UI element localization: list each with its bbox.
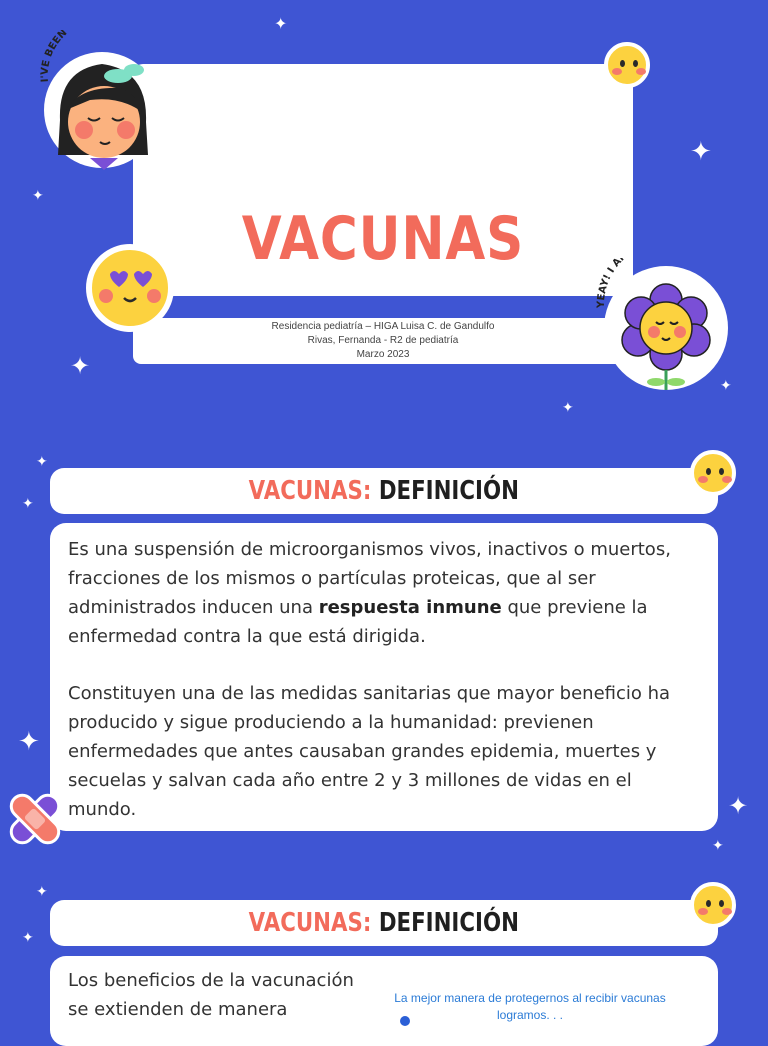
image-caption: La mejor manera de protegernos al recibir vacunas logramos. . . (394, 991, 666, 1022)
page-title: VACUNAS (241, 204, 525, 274)
flower-sticker-text: YEAY! I A (596, 258, 624, 309)
girl-sticker-icon (30, 30, 170, 180)
sparkle-icon: ✦ (70, 353, 91, 380)
sparkle-icon: ✦ (36, 453, 48, 469)
illustration-dot (400, 1016, 410, 1026)
girl-sticker-text: I'VE BEEN (39, 30, 70, 83)
definition-text-card (50, 523, 718, 831)
sparkle-icon: ✦ (720, 377, 732, 393)
benefits-text-card (50, 956, 718, 1046)
vaccinated-flower-sticker (596, 258, 736, 398)
heading-rest: DEFINICIÓN (379, 476, 520, 506)
info-line-1: Residencia pediatría – HIGA Luisa C. de Gandulfo (271, 321, 495, 332)
sparkle-icon: ✦ (712, 837, 724, 853)
info-line-3: Marzo 2023 (356, 349, 410, 360)
heading-accent: VACUNAS: (248, 476, 372, 506)
sparkle-icon: ✦ (562, 399, 574, 415)
sparkle-icon: ✦ (18, 726, 40, 756)
bold-text: respuesta inmune (318, 597, 502, 618)
sparkle-icon: ✦ (690, 136, 712, 166)
sparkle-icon: ✦ (728, 793, 749, 820)
smiley-face-icon (690, 882, 736, 928)
vaccinated-girl-sticker (30, 30, 170, 180)
sparkle-icon: ✦ (32, 187, 44, 203)
section-heading-definicion-2 (50, 900, 718, 946)
heading-accent: VACUNAS: (248, 908, 372, 938)
definition-paragraph-2: Constituyen una de las medidas sanitarias que mayor beneficio ha producido y sigue produciendo a la humanidad: previenen enfermedades que antes causaban grandes epidemia, muertes y secuelas y salvan cada año entre 2 y 3 millones de vidas en el mundo. (68, 683, 671, 820)
title-card (133, 64, 633, 296)
bandage-icon (2, 786, 68, 852)
info-line-2: Rivas, Fernanda - R2 de pediatría (307, 335, 459, 346)
section-heading-definicion (50, 468, 718, 514)
heart-eyes-face-icon (86, 244, 174, 332)
sparkle-icon: ✦ (36, 883, 48, 899)
sparkle-icon: ✦ (22, 495, 34, 511)
smiley-face-icon (690, 450, 736, 496)
smiley-face-icon (604, 42, 650, 88)
flower-sticker-icon (596, 258, 736, 398)
benefits-paragraph: Los beneficios de la vacunación se extienden de manera (68, 970, 354, 1020)
sparkle-icon: ✦ (22, 929, 34, 945)
definition-paragraph-1: Es una suspensión de microorganismos vivos, inactivos o muertos, fracciones de los mismos o partículas proteicas, que al ser administrados inducen una respuesta inmune que previene la enfermedad contra la que está dirigida. (68, 539, 671, 647)
heading-rest: DEFINICIÓN (379, 908, 520, 938)
author-info-card (133, 318, 633, 364)
sparkle-icon: ✦ (274, 16, 288, 33)
